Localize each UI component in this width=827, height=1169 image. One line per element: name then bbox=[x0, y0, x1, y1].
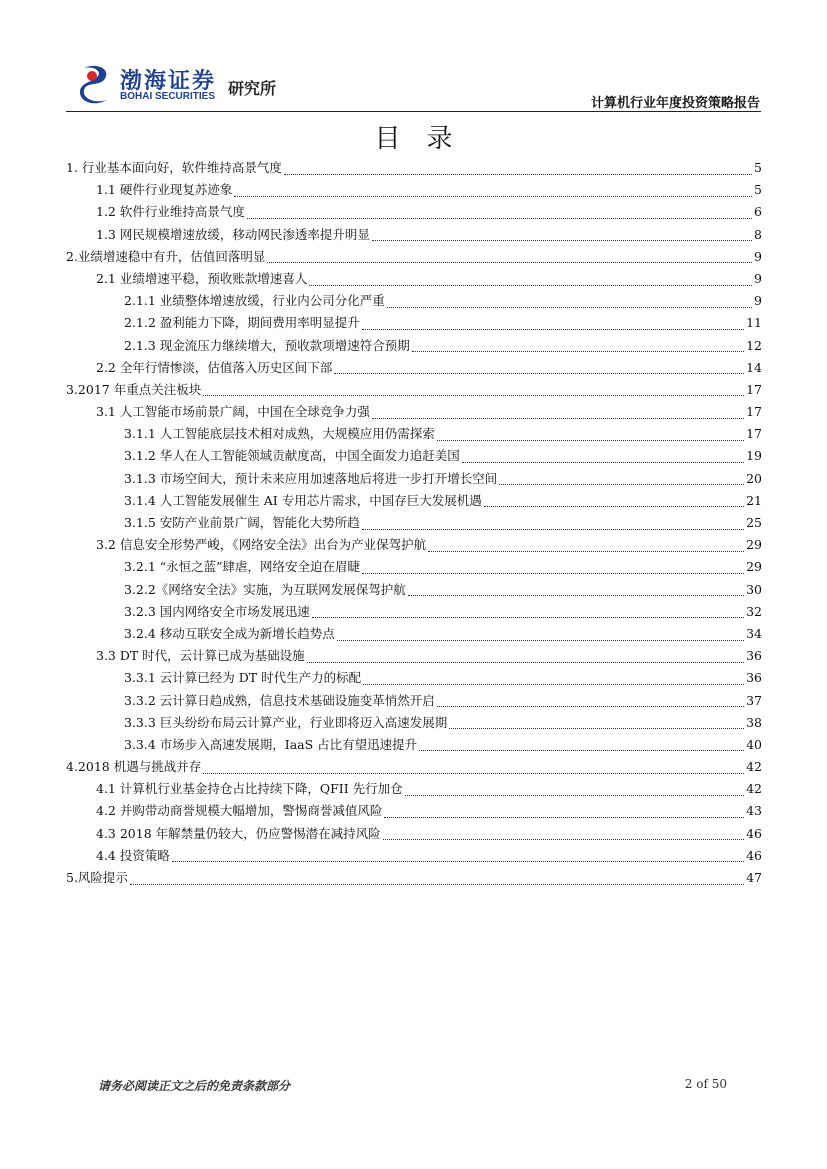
footer-page-number: 2 of 50 bbox=[684, 1077, 727, 1091]
toc-dot-leader bbox=[309, 285, 752, 286]
toc-entry-title: 2.2 全年行情惨淡，估值落入历史区间下部 bbox=[96, 359, 333, 375]
toc-entry-page: 29 bbox=[746, 537, 762, 553]
toc-entry-title: 3.3.4 市场步入高速发展期，IaaS 占比有望迅速提升 bbox=[124, 736, 418, 752]
toc-entry[interactable] bbox=[66, 424, 762, 446]
toc-entry-title: 3.2017 年重点关注板块 bbox=[66, 381, 202, 397]
header-divider bbox=[66, 111, 761, 112]
toc-dot-leader bbox=[499, 484, 744, 485]
toc-dot-leader bbox=[484, 506, 744, 507]
toc-entry[interactable] bbox=[66, 557, 762, 579]
toc-entry-page: 20 bbox=[746, 470, 762, 486]
toc-entry[interactable] bbox=[66, 646, 762, 668]
toc-entry-title: 4.2018 机遇与挑战并存 bbox=[66, 759, 202, 775]
toc-dot-leader bbox=[234, 196, 752, 197]
toc-entry-page: 12 bbox=[746, 337, 762, 353]
toc-entry-page: 5 bbox=[754, 182, 762, 198]
toc-entry-page: 11 bbox=[746, 315, 762, 331]
toc-dot-leader bbox=[172, 861, 744, 862]
toc-entry[interactable] bbox=[66, 313, 762, 335]
toc-dot-leader bbox=[428, 551, 744, 552]
toc-entry-title: 3.1.3 市场空间大，预计未来应用加速落地后将进一步打开增长空间 bbox=[124, 470, 498, 486]
toc-entry[interactable] bbox=[66, 380, 762, 402]
toc-entry-page: 21 bbox=[746, 492, 762, 508]
toc-entry-page: 6 bbox=[754, 204, 762, 220]
toc-entry[interactable] bbox=[66, 713, 762, 735]
toc-entry-title: 3.3.2 云计算日趋成熟，信息技术基础设施变革悄然开启 bbox=[124, 692, 435, 708]
toc-entry-page: 17 bbox=[746, 404, 762, 420]
toc-dot-leader bbox=[284, 174, 752, 175]
toc-dot-leader bbox=[334, 373, 744, 374]
toc-entry-title: 3.1.5 安防产业前景广阔，智能化大势所趋 bbox=[124, 515, 360, 530]
toc-entry[interactable] bbox=[66, 180, 762, 202]
toc-dot-leader bbox=[247, 218, 752, 219]
logo-chinese-name: 渤海证券 bbox=[120, 69, 217, 94]
toc-dot-leader bbox=[267, 262, 752, 263]
toc-entry-page: 5 bbox=[754, 160, 762, 175]
toc-entry-page: 9 bbox=[754, 248, 762, 264]
toc-dot-leader bbox=[405, 795, 744, 796]
toc-entry-page: 30 bbox=[746, 581, 762, 597]
toc-dot-leader bbox=[362, 529, 744, 530]
toc-entry-title: 3.1 人工智能市场前景广阔，中国在全球竞争力强 bbox=[96, 404, 370, 420]
toc-entry[interactable] bbox=[66, 158, 762, 180]
toc-entry[interactable] bbox=[66, 824, 762, 846]
toc-entry[interactable] bbox=[66, 469, 762, 491]
toc-entry-page: 43 bbox=[746, 803, 762, 819]
toc-entry-title: 4.3 2018 年解禁量仍较大，仍应警惕潜在减持风险 bbox=[96, 825, 381, 841]
toc-entry-page: 8 bbox=[754, 226, 762, 242]
company-logo bbox=[78, 64, 308, 108]
toc-dot-leader bbox=[408, 595, 744, 596]
toc-dot-leader bbox=[307, 662, 744, 663]
toc-dot-leader bbox=[419, 750, 744, 751]
toc-entry[interactable] bbox=[66, 624, 762, 646]
toc-entry-page: 32 bbox=[746, 603, 762, 619]
logo-department: 研究所 bbox=[228, 79, 277, 98]
toc-entry-page: 46 bbox=[746, 847, 762, 863]
toc-entry-page: 17 bbox=[746, 426, 762, 442]
footer-disclaimer: 请务必阅读正文之后的免责条款部分 bbox=[98, 1079, 291, 1093]
toc-entry-title: 2.1.1 业绩整体增速放缓，行业内公司分化严重 bbox=[124, 293, 385, 309]
toc-entry-page: 37 bbox=[746, 692, 762, 708]
toc-entry-title: 3.1.2 华人在人工智能领域贡献度高，中国全面发力追赶美国 bbox=[124, 448, 460, 464]
toc-entry[interactable] bbox=[66, 801, 762, 823]
toc-entry-title: 3.3 DT 时代，云计算已成为基础设施 bbox=[96, 648, 305, 664]
toc-entry-page: 36 bbox=[746, 648, 762, 664]
toc-dot-leader bbox=[384, 817, 744, 818]
toc-entry-title: 3.2.1 “永恒之蓝”肆虐，网络安全迫在眉睫 bbox=[124, 559, 361, 575]
toc-entry-title: 3.1.1 人工智能底层技术相对成熟，大规模应用仍需探索 bbox=[124, 426, 435, 442]
toc-dot-leader bbox=[203, 395, 744, 396]
toc-entry-title: 3.1.4 人工智能发展催生 AI 专用芯片需求，中国存巨大发展机遇 bbox=[124, 492, 482, 508]
toc-dot-leader bbox=[462, 462, 744, 463]
toc-entry[interactable] bbox=[66, 535, 762, 557]
toc-entry[interactable] bbox=[66, 580, 762, 602]
toc-entry-page: 47 bbox=[746, 870, 762, 885]
toc-entry[interactable] bbox=[66, 446, 762, 468]
toc-entry-page: 9 bbox=[754, 270, 762, 286]
toc-entry-title: 4.1 计算机行业基金持仓占比持续下降，QFII 先行加仓 bbox=[96, 781, 403, 797]
toc-entry-title: 2.业绩增速稳中有升，估值回落明显 bbox=[66, 248, 266, 264]
report-title: 计算机行业年度投资策略报告 bbox=[590, 96, 760, 111]
toc-entry-title: 2.1.3 现金流压力继续增大，预收款项增速符合预期 bbox=[124, 337, 410, 353]
toc-entry-title: 3.3.3 巨头纷纷布局云计算产业，行业即将迈入高速发展期 bbox=[124, 714, 448, 730]
toc-entry[interactable] bbox=[66, 779, 762, 801]
toc-dot-leader bbox=[372, 418, 744, 419]
toc-entry[interactable] bbox=[66, 735, 762, 757]
toc-entry-page: 9 bbox=[754, 293, 762, 309]
toc-dot-leader bbox=[363, 684, 744, 685]
toc-entry-page: 46 bbox=[746, 825, 762, 841]
toc-dot-leader bbox=[312, 617, 744, 618]
toc-dot-leader bbox=[130, 884, 744, 885]
toc-entry-page: 29 bbox=[746, 559, 762, 575]
toc-entry-page: 17 bbox=[746, 381, 762, 397]
toc-entry-title: 1.1 硬件行业现复苏迹象 bbox=[96, 182, 233, 198]
toc-entry-title: 1.3 网民规模增速放缓，移动网民渗透率提升明显 bbox=[96, 226, 370, 242]
toc-entry-page: 19 bbox=[746, 448, 762, 464]
toc-entry[interactable] bbox=[66, 225, 762, 247]
toc-dot-leader bbox=[437, 440, 744, 441]
toc-entry[interactable] bbox=[66, 358, 762, 380]
toc-entry[interactable] bbox=[66, 757, 762, 779]
toc-entry-title: 3.2 信息安全形势严峻，《网络安全法》出台为产业保驾护航 bbox=[96, 537, 427, 553]
toc-entry-title: 3.2.4 移动互联安全成为新增长趋势点 bbox=[124, 625, 335, 641]
toc-dot-leader bbox=[337, 640, 744, 641]
toc-entry-page: 14 bbox=[746, 359, 762, 375]
toc-dot-leader bbox=[362, 329, 744, 330]
toc-entry-title: 2.1 业绩增速平稳，预收账款增速喜人 bbox=[96, 270, 308, 286]
toc-entry[interactable] bbox=[66, 291, 762, 313]
toc-entry[interactable] bbox=[66, 491, 762, 513]
toc-entry-title: 4.4 投资策略 bbox=[96, 847, 170, 863]
bohai-logo-icon bbox=[78, 64, 114, 104]
toc-entry-page: 34 bbox=[746, 625, 762, 641]
toc-dot-leader bbox=[449, 728, 744, 729]
toc-entry[interactable] bbox=[66, 691, 762, 713]
toc-entry-page: 40 bbox=[746, 736, 762, 752]
toc-heading: 目录 bbox=[374, 124, 479, 154]
toc-dot-leader bbox=[437, 706, 744, 707]
toc-dot-leader bbox=[372, 240, 752, 241]
toc-entry[interactable] bbox=[66, 513, 762, 535]
toc-entry-page: 36 bbox=[746, 670, 762, 686]
toc-entry[interactable] bbox=[66, 868, 762, 890]
toc-entry[interactable] bbox=[66, 202, 762, 224]
toc-entry[interactable] bbox=[66, 336, 762, 358]
toc-dot-leader bbox=[412, 351, 744, 352]
toc-dot-leader bbox=[387, 307, 752, 308]
toc-entry-page: 42 bbox=[746, 781, 762, 797]
toc-entry[interactable] bbox=[66, 402, 762, 424]
toc-entry[interactable] bbox=[66, 247, 762, 269]
logo-english-name: BOHAI SECURITIES bbox=[120, 91, 216, 102]
toc-entry-title: 1. 行业基本面向好，软件维持高景气度 bbox=[66, 160, 282, 175]
toc-entry-title: 3.2.2《网络安全法》实施，为互联网发展保驾护航 bbox=[124, 581, 406, 597]
toc-entry-page: 25 bbox=[746, 515, 762, 530]
toc-dot-leader bbox=[203, 773, 744, 774]
toc-entry-title: 4.2 并购带动商誉规模大幅增加，警惕商誉减值风险 bbox=[96, 803, 383, 819]
toc-entry-title: 3.3.1 云计算已经为 DT 时代生产力的标配 bbox=[124, 670, 362, 686]
table-of-contents bbox=[66, 158, 762, 890]
toc-dot-leader bbox=[362, 573, 744, 574]
toc-dot-leader bbox=[383, 839, 744, 840]
toc-entry[interactable] bbox=[66, 668, 762, 690]
toc-entry[interactable] bbox=[66, 602, 762, 624]
toc-entry-title: 2.1.2 盈利能力下降，期间费用率明显提升 bbox=[124, 315, 360, 331]
toc-entry-title: 3.2.3 国内网络安全市场发展迅速 bbox=[124, 603, 310, 619]
toc-entry-page: 42 bbox=[746, 759, 762, 775]
toc-entry-title: 1.2 软件行业维持高景气度 bbox=[96, 204, 245, 220]
toc-entry-page: 38 bbox=[746, 714, 762, 730]
toc-entry-title: 5.风险提示 bbox=[66, 870, 128, 885]
toc-entry[interactable] bbox=[66, 269, 762, 291]
toc-entry[interactable] bbox=[66, 846, 762, 868]
